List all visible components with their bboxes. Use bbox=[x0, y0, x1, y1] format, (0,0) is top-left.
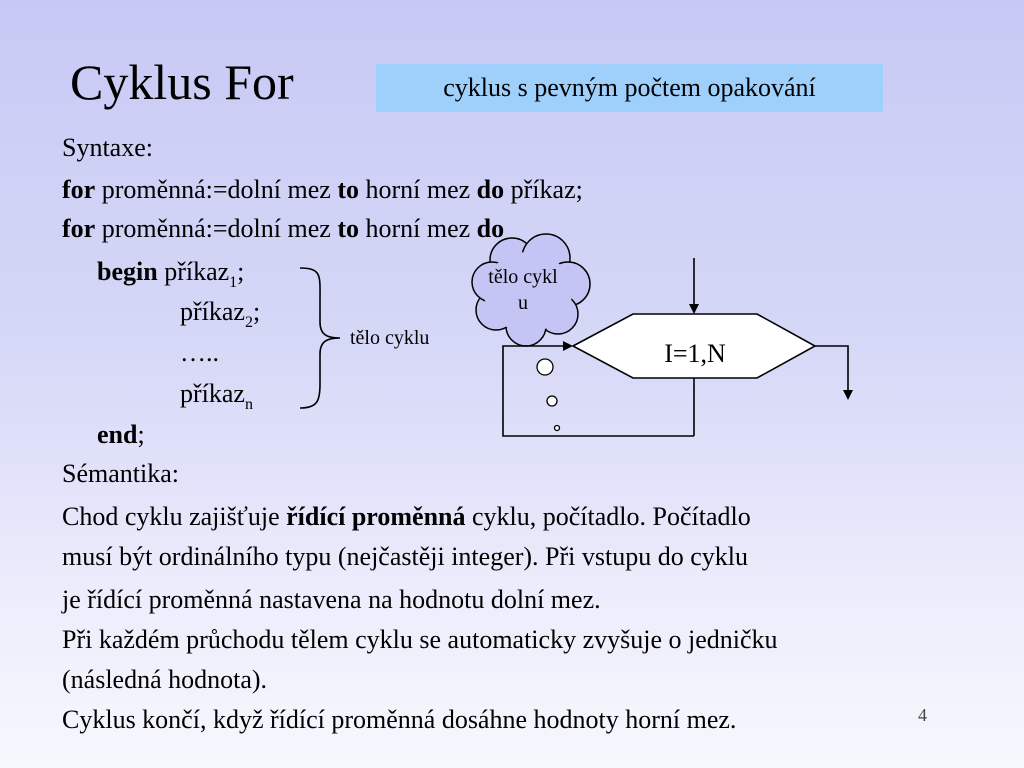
cloud-text: tělo cykl u bbox=[488, 266, 558, 314]
semantics-heading: Sémantika: bbox=[62, 459, 179, 488]
subscript: n bbox=[244, 396, 253, 413]
code-text: příkaz bbox=[180, 379, 245, 408]
keyword-to: to bbox=[337, 214, 359, 243]
keyword-do: do bbox=[476, 214, 505, 243]
keyword-end: end bbox=[97, 420, 138, 449]
body-text: cyklu, počítadlo. Počítadlo bbox=[465, 502, 751, 531]
semantics-line-3: je řídící proměnná nastavena na hodnotu dolní mez. bbox=[62, 585, 601, 614]
curly-brace bbox=[300, 268, 340, 408]
semantics-line-5: (následná hodnota). bbox=[62, 665, 268, 694]
arrowhead bbox=[563, 341, 573, 351]
code-text: ; bbox=[137, 420, 145, 449]
body-text: Chod cyklu zajišťuje bbox=[62, 502, 287, 531]
brace-label: tělo cyklu bbox=[350, 327, 430, 349]
code-text: příkaz bbox=[180, 297, 245, 326]
code-text: proměnná:=dolní mez bbox=[95, 175, 338, 204]
page-number: 4 bbox=[918, 705, 927, 725]
code-text: proměnná:=dolní mez bbox=[95, 214, 338, 243]
code-text: příkaz; bbox=[504, 175, 583, 204]
code-text: příkaz bbox=[157, 257, 230, 286]
slide-title: Cyklus For bbox=[70, 54, 294, 110]
keyword-for: for bbox=[62, 214, 96, 243]
syntax-ellipsis: ….. bbox=[180, 338, 219, 367]
semantics-line-2: musí být ordinálního typu (nejčastěji integer). Při vstupu do cyklu bbox=[62, 542, 749, 571]
arrowhead bbox=[843, 390, 853, 400]
syntax-heading: Syntaxe: bbox=[62, 133, 153, 162]
semantics-line-6: Cyklus končí, když řídící proměnná dosáhne hodnoty horní mez. bbox=[62, 705, 737, 734]
code-text: ; bbox=[237, 257, 245, 286]
bold-term: řídící proměnná bbox=[286, 502, 466, 531]
flow-arrow-exit bbox=[815, 346, 848, 392]
code-text: horní mez bbox=[358, 214, 477, 243]
keyword-for: for bbox=[62, 175, 96, 204]
arrowhead bbox=[689, 304, 699, 314]
thought-bubbles bbox=[537, 359, 560, 431]
subscript: 2 bbox=[244, 314, 253, 331]
code-text: ; bbox=[252, 297, 261, 326]
loop-condition-label: I=1,N bbox=[664, 339, 726, 368]
keyword-to: to bbox=[337, 175, 359, 204]
keyword-do: do bbox=[476, 175, 505, 204]
semantics-line-4: Při každém průchodu tělem cyklu se automaticky zvyšuje o jedničku bbox=[62, 625, 778, 654]
semantics-line-1 bbox=[62, 502, 751, 532]
subtitle-badge: cyklus s pevným počtem opakování bbox=[376, 64, 883, 112]
subscript: 1 bbox=[229, 274, 238, 291]
keyword-begin: begin bbox=[97, 257, 158, 286]
code-text: horní mez bbox=[358, 175, 477, 204]
